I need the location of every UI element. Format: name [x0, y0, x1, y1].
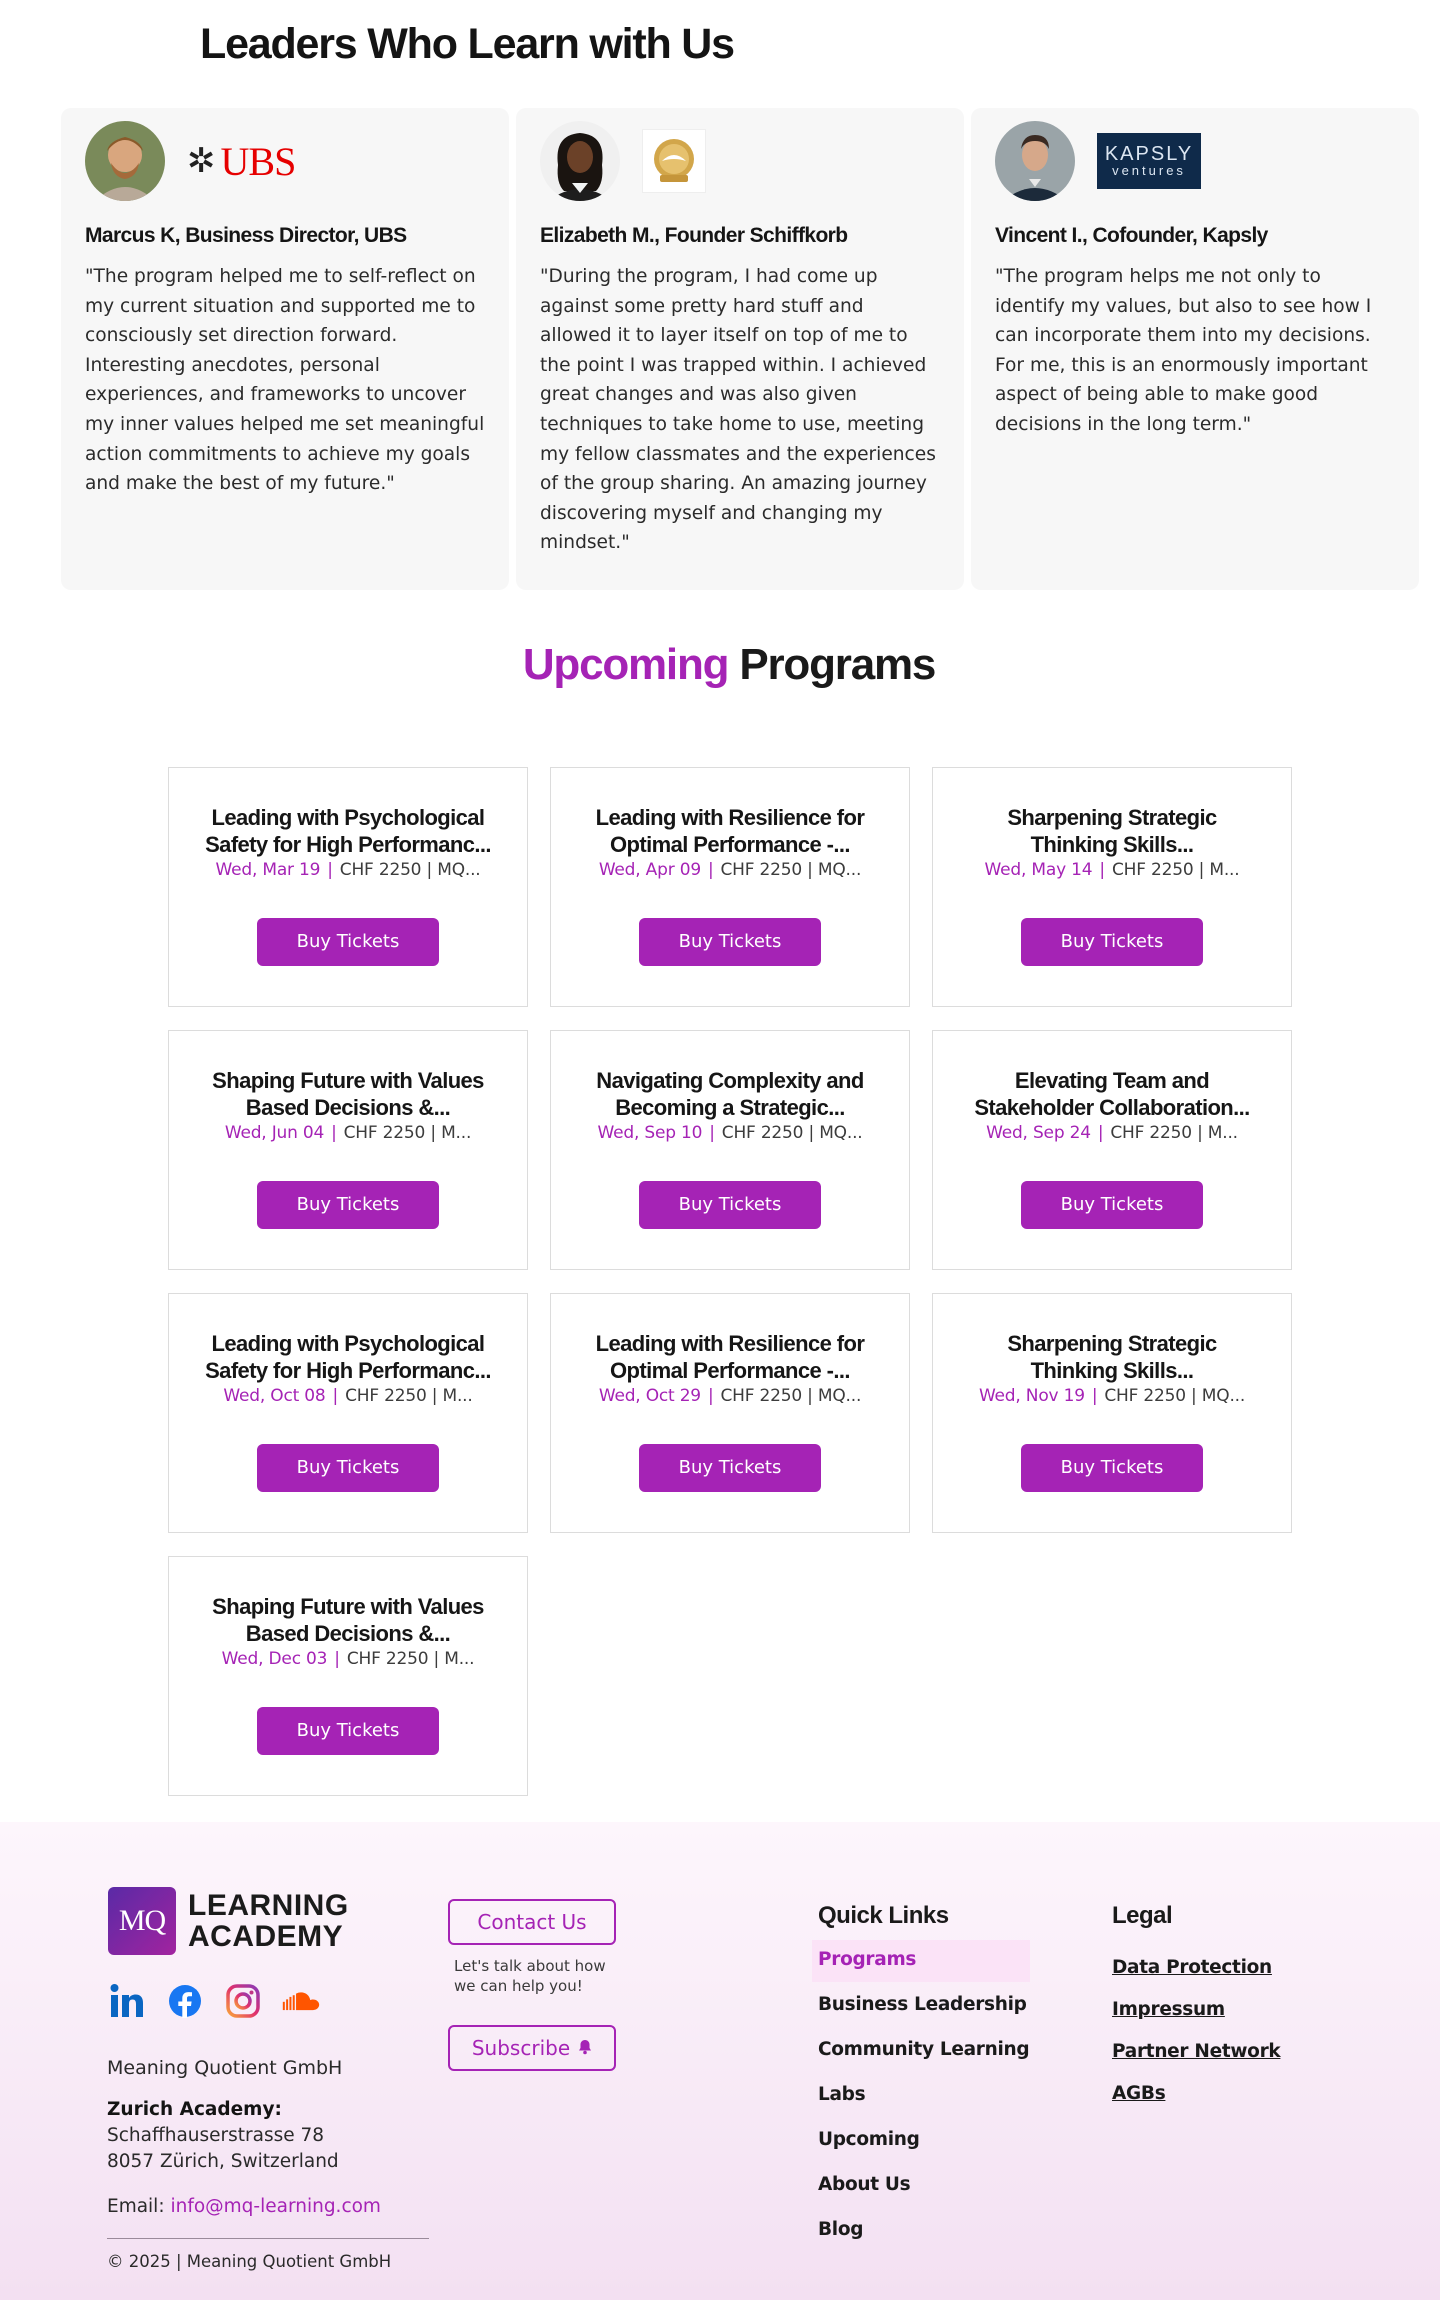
- bell-icon: [578, 2036, 592, 2060]
- meta-separator: |: [332, 1386, 339, 1406]
- testimonial-quote: "The program helped me to self-reflect on my current situation and supported me to consciously set direction forward. Interesting anecdotes, personal experiences, and frameworks to uncover my inner values helped me set meaningful action commitments to achieve my goals and make the best of my future.": [85, 266, 485, 495]
- contact-help-text: Let's talk about how we can help you!: [454, 1957, 606, 1995]
- buy-tickets-button[interactable]: Buy Tickets: [257, 1707, 439, 1755]
- buy-tickets-button[interactable]: Buy Tickets: [1021, 1444, 1203, 1492]
- program-card[interactable]: [550, 767, 910, 1007]
- quick-link-upcoming[interactable]: Upcoming: [818, 2129, 920, 2150]
- buy-tickets-button[interactable]: Buy Tickets: [639, 918, 821, 966]
- buy-tickets-button[interactable]: Buy Tickets: [639, 1181, 821, 1229]
- legal-link-data-protection[interactable]: Data Protection: [1112, 1957, 1272, 1978]
- program-card[interactable]: [932, 1030, 1292, 1270]
- program-card[interactable]: [932, 1293, 1292, 1533]
- program-card[interactable]: [168, 767, 528, 1007]
- program-card[interactable]: [168, 1293, 528, 1533]
- program-info: CHF 2250 | M...: [1110, 1123, 1238, 1143]
- quick-link-about-us[interactable]: About Us: [818, 2174, 911, 2195]
- buy-tickets-button[interactable]: Buy Tickets: [257, 1444, 439, 1492]
- program-title[interactable]: Sharpening Strategic Thinking Skills...: [1007, 805, 1217, 857]
- meta-separator: |: [707, 860, 714, 880]
- quick-link-community-learning[interactable]: Community Learning: [818, 2039, 1030, 2060]
- meta-separator: |: [1091, 1386, 1098, 1406]
- program-meta: [169, 1649, 527, 1669]
- buy-tickets-button[interactable]: Buy Tickets: [1021, 918, 1203, 966]
- program-date: Wed, Apr 09: [598, 860, 701, 880]
- program-title[interactable]: Elevating Team and Stakeholder Collaboration...: [974, 1068, 1250, 1120]
- program-meta: [169, 860, 527, 880]
- company-address: Zurich Academy: Schaffhauserstrasse 78 8057 Zürich, Switzerland: [107, 2099, 339, 2172]
- meta-separator: |: [1099, 860, 1105, 880]
- logo-text: LEARNING ACADEMY: [188, 1889, 349, 1953]
- testimonial-name: Elizabeth M., Founder Schiffkorb: [540, 224, 848, 247]
- avatar: [540, 121, 620, 201]
- program-meta: [933, 860, 1291, 880]
- quick-link-business-leadership[interactable]: Business Leadership: [818, 1994, 1027, 2015]
- program-meta: [169, 1386, 527, 1406]
- program-title[interactable]: Leading with Psychological Safety for High Performanc...: [205, 805, 491, 857]
- testimonial-name: Vincent I., Cofounder, Kapsly: [995, 224, 1268, 247]
- program-title[interactable]: Leading with Resilience for Optimal Performance -...: [595, 805, 865, 857]
- schiffkorb-logo: [642, 129, 706, 193]
- title-accent: Upcoming: [522, 640, 729, 689]
- meta-separator: |: [1097, 1123, 1104, 1143]
- program-title[interactable]: Leading with Psychological Safety for High Performanc...: [205, 1331, 491, 1383]
- upcoming-programs-title: [0, 640, 1440, 690]
- copyright-icon: ©: [107, 2252, 124, 2271]
- quick-link-blog[interactable]: Blog: [818, 2219, 864, 2240]
- meta-separator: |: [334, 1649, 340, 1669]
- quick-link-programs[interactable]: Programs: [812, 1940, 1030, 1982]
- program-card[interactable]: [550, 1030, 910, 1270]
- copyright: © 2025 | Meaning Quotient GmbH: [107, 2252, 392, 2271]
- footer-divider: [107, 2238, 429, 2239]
- testimonials-section: [61, 108, 1419, 590]
- program-info: CHF 2250 | MQ...: [720, 860, 862, 880]
- ubs-logo: ✲ UBS: [187, 138, 296, 184]
- program-meta: [551, 860, 909, 880]
- program-info: CHF 2250 | M...: [346, 1649, 475, 1669]
- buy-tickets-button[interactable]: Buy Tickets: [639, 1444, 821, 1492]
- social-links: [108, 1982, 320, 2020]
- kapsly-logo: KAPSLY ventures: [1097, 133, 1201, 189]
- program-meta: [551, 1386, 909, 1406]
- program-card[interactable]: [932, 767, 1292, 1007]
- program-title[interactable]: Sharpening Strategic Thinking Skills...: [1007, 1331, 1217, 1383]
- email-line: Email: info@mq-learning.com: [107, 2196, 381, 2217]
- meta-separator: |: [707, 1386, 714, 1406]
- testimonial-quote: "During the program, I had come up against some pretty hard stuff and allowed it to layer itself on top of me to the point I was trapped within. I achieved great changes and was also given techniques to take home to use, meeting my fellow classmates and the experiences of the group sharing. An amazing journey discovering myself and changing my mindset.": [540, 266, 936, 554]
- program-info: CHF 2250 | M...: [343, 1123, 472, 1143]
- meta-separator: |: [327, 860, 333, 880]
- program-date: Wed, Mar 19: [215, 860, 321, 880]
- buy-tickets-button[interactable]: Buy Tickets: [257, 1181, 439, 1229]
- program-title[interactable]: Shaping Future with Values Based Decisions &...: [212, 1068, 484, 1120]
- learning-academy-logo[interactable]: [108, 1887, 349, 1955]
- footer: [0, 1822, 1440, 2300]
- legal-link-partner-network[interactable]: Partner Network: [1112, 2041, 1281, 2062]
- program-info: CHF 2250 | MQ...: [720, 1386, 862, 1406]
- quick-link-labs[interactable]: Labs: [818, 2084, 866, 2105]
- program-title[interactable]: Leading with Resilience for Optimal Performance -...: [595, 1331, 865, 1383]
- testimonial-quote: "The program helps me not only to identify my values, but also to see how I can incorporate them into my decisions. For me, this is an enormously important aspect of being able to make good decisions in the long term.": [995, 266, 1372, 435]
- testimonial-card: [61, 108, 509, 590]
- avatar: [85, 121, 165, 201]
- program-date: Wed, Jun 04: [224, 1123, 325, 1143]
- avatar: [995, 121, 1075, 201]
- legal-title: Legal: [1112, 1902, 1173, 1929]
- program-date: Wed, Dec 03: [221, 1649, 328, 1669]
- program-info: CHF 2250 | M...: [345, 1386, 473, 1406]
- program-info: CHF 2250 | MQ...: [339, 860, 481, 880]
- company-name: Meaning Quotient GmbH: [107, 2057, 343, 2079]
- mq-logo-mark: MQ: [108, 1887, 176, 1955]
- program-card[interactable]: [550, 1293, 910, 1533]
- testimonials-title: Leaders Who Learn with Us: [200, 20, 734, 68]
- program-info: CHF 2250 | MQ...: [721, 1123, 863, 1143]
- program-meta: [169, 1123, 527, 1143]
- buy-tickets-button[interactable]: Buy Tickets: [1021, 1181, 1203, 1229]
- soundcloud-icon[interactable]: [282, 1982, 320, 2020]
- program-card[interactable]: [168, 1556, 528, 1796]
- program-date: Wed, Sep 10: [597, 1123, 703, 1143]
- program-meta: [933, 1123, 1291, 1143]
- program-info: CHF 2250 | MQ...: [1104, 1386, 1246, 1406]
- contact-us-button[interactable]: Contact Us: [448, 1899, 616, 1945]
- quick-links-title: Quick Links: [818, 1902, 949, 1929]
- quick-links-list: [812, 1940, 1030, 2255]
- program-meta: [551, 1123, 909, 1143]
- facebook-icon[interactable]: [166, 1982, 204, 2020]
- legal-links-list: [1112, 1947, 1280, 2115]
- programs-grid: [168, 767, 1292, 1796]
- testimonial-name: Marcus K, Business Director, UBS: [85, 224, 407, 247]
- instagram-icon[interactable]: [224, 1982, 262, 2020]
- program-date: Wed, Oct 08: [223, 1386, 326, 1406]
- program-info: CHF 2250 | M...: [1111, 860, 1240, 880]
- program-meta: [933, 1386, 1291, 1406]
- meta-separator: |: [709, 1123, 715, 1143]
- program-title[interactable]: Navigating Complexity and Becoming a Strategic...: [596, 1068, 864, 1120]
- legal-link-impressum[interactable]: Impressum: [1112, 1999, 1225, 2020]
- program-card[interactable]: [168, 1030, 528, 1270]
- meta-separator: |: [331, 1123, 337, 1143]
- program-date: Wed, Sep 24: [986, 1123, 1091, 1143]
- testimonial-card: [516, 108, 964, 590]
- subscribe-button[interactable]: Subscribe: [448, 2025, 616, 2071]
- legal-link-agbs[interactable]: AGBs: [1112, 2083, 1166, 2104]
- program-date: Wed, Nov 19: [978, 1386, 1085, 1406]
- buy-tickets-button[interactable]: Buy Tickets: [257, 918, 439, 966]
- program-title[interactable]: Shaping Future with Values Based Decisions &...: [212, 1594, 484, 1646]
- linkedin-icon[interactable]: [108, 1982, 146, 2020]
- program-date: Wed, May 14: [984, 860, 1093, 880]
- program-date: Wed, Oct 29: [598, 1386, 701, 1406]
- ubs-keys-icon: ✲: [187, 141, 215, 181]
- testimonial-card: [971, 108, 1419, 590]
- title-rest: Programs: [728, 640, 936, 689]
- email-link[interactable]: info@mq-learning.com: [170, 2196, 381, 2217]
